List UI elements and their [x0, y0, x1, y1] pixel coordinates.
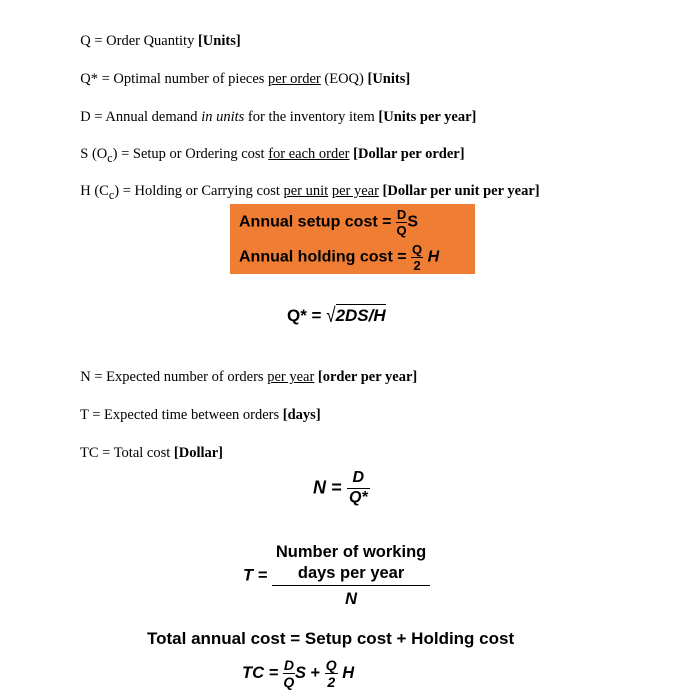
def-italic: in units — [201, 109, 245, 125]
fraction — [325, 658, 338, 689]
t-formula — [243, 542, 430, 610]
numerator: D — [396, 207, 407, 222]
formula-lhs: TC = — [242, 664, 283, 682]
def-number-of-orders — [73, 352, 417, 386]
formula-label: Annual setup cost = — [239, 213, 396, 231]
formula-label: Annual holding cost = — [239, 248, 411, 266]
def-text: S (O — [80, 146, 108, 162]
fraction — [347, 470, 371, 506]
def-units: [Units per year] — [378, 109, 477, 125]
variable: S — [407, 213, 418, 231]
def-subscript: c — [107, 150, 113, 165]
def-units: [order per year] — [317, 369, 418, 385]
def-holding-cost — [73, 166, 540, 203]
def-units: [Units] — [197, 33, 241, 49]
def-annual-demand — [73, 92, 476, 126]
formula-lhs: N = — [313, 477, 347, 498]
numerator-line: Number of working — [275, 543, 427, 561]
formula-lhs: Q* = — [287, 306, 327, 325]
def-order-quantity — [73, 16, 241, 50]
fraction — [283, 658, 295, 689]
def-underlined: per order — [268, 71, 321, 87]
fraction — [396, 208, 407, 237]
sqrt-icon: √ — [326, 304, 336, 327]
radicand: 2DS/H — [335, 306, 386, 325]
def-text: D = Annual demand — [80, 109, 202, 125]
def-units: [Units] — [367, 71, 411, 87]
numerator: Q — [325, 657, 337, 673]
def-text: TC = Total cost — [80, 445, 174, 461]
def-text: H (C — [80, 183, 109, 199]
numerator — [272, 542, 430, 586]
fraction — [272, 542, 430, 610]
def-text: (EOQ) — [320, 71, 368, 87]
def-underlined: per year — [331, 183, 379, 199]
def-text: ) = Holding or Carrying cost — [114, 183, 284, 199]
def-optimal-quantity — [73, 54, 410, 88]
def-units: [Dollar per unit per year] — [382, 183, 540, 199]
def-text: for the inventory item — [244, 109, 379, 125]
def-underlined: for each order — [268, 146, 350, 162]
fraction — [411, 243, 423, 272]
annual-setup-cost-formula — [239, 208, 418, 237]
denominator: 2 — [327, 674, 336, 690]
eoq-formula — [287, 306, 386, 326]
def-units: [days] — [282, 407, 321, 423]
tc-formula — [242, 658, 354, 689]
variable: S — [294, 664, 306, 682]
variable: H — [427, 248, 440, 266]
def-text: ) = Setup or Ordering cost — [112, 146, 269, 162]
denominator: N — [345, 590, 358, 609]
def-time-between-orders — [73, 390, 321, 424]
numerator: D — [283, 657, 294, 673]
numerator-line: days per year — [297, 563, 405, 582]
def-text: Q = Order Quantity — [80, 33, 198, 49]
def-units: [Dollar] — [173, 445, 224, 461]
def-subscript: c — [108, 187, 115, 202]
cost-formula-box — [230, 204, 475, 274]
plus-sign: + — [305, 664, 325, 682]
denominator: Q — [283, 674, 295, 690]
def-setup-cost — [73, 129, 465, 166]
def-underlined: per unit — [283, 183, 329, 199]
annual-holding-cost-formula — [239, 243, 439, 272]
denominator: 2 — [413, 258, 421, 273]
numerator: Q — [412, 242, 423, 257]
def-underlined: per year — [267, 369, 315, 385]
numerator: D — [347, 470, 371, 489]
n-formula — [313, 470, 370, 506]
def-text: N = Expected number of orders — [80, 369, 268, 385]
total-annual-cost-heading: Total annual cost = Setup cost + Holding cost — [147, 629, 515, 648]
formula-lhs: T = — [243, 566, 272, 585]
def-text: T = Expected time between orders — [80, 407, 283, 423]
denominator: Q — [396, 223, 407, 238]
variable: H — [342, 664, 355, 682]
def-total-cost — [73, 428, 223, 462]
denominator: Q* — [348, 489, 368, 506]
def-text: Q* = Optimal number of pieces — [80, 71, 269, 87]
def-units: [Dollar per order] — [353, 146, 465, 162]
